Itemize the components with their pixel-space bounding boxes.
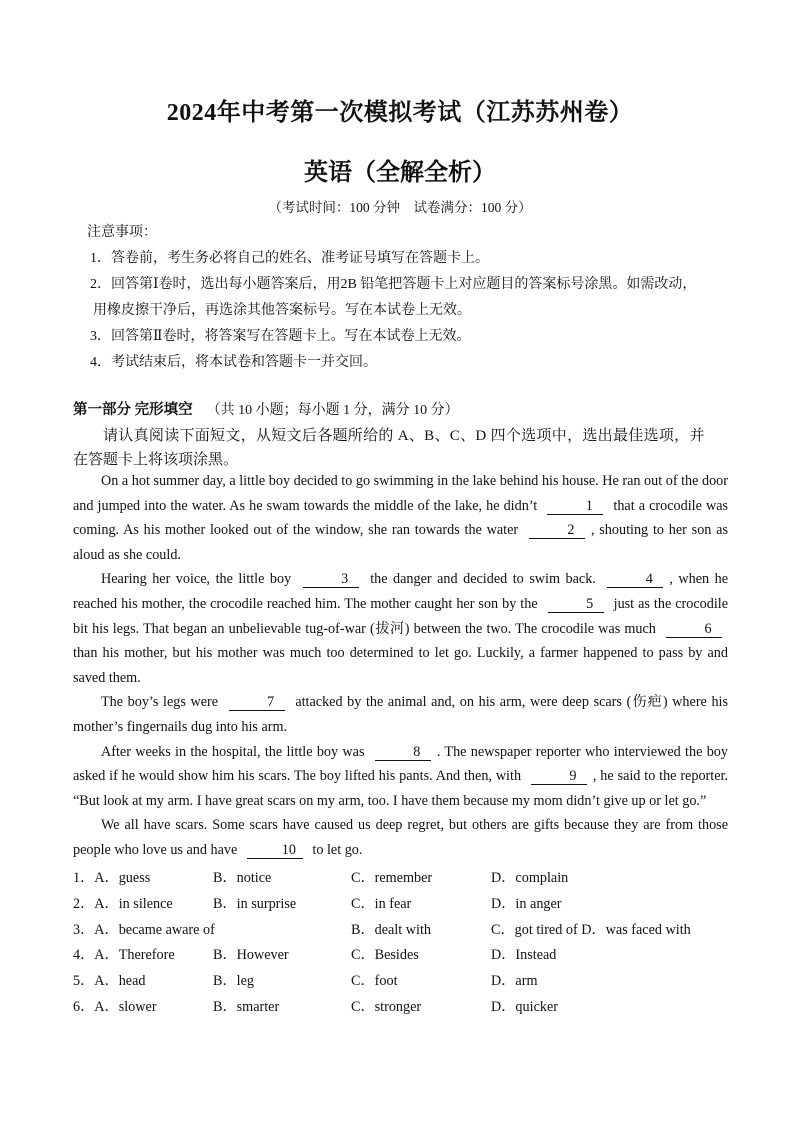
blank-6: 6: [666, 621, 722, 638]
passage-text: , he said to the reporter. “But look at my arm. I have great scars on my arm, too. I have them because my mom didn’t give up or let go.”: [73, 768, 728, 809]
page-title: 2024年中考第一次模拟考试（江苏苏州卷）: [166, 100, 634, 126]
blank-4: 4: [607, 571, 663, 588]
notice-item: 1．答卷前，考生务必将自己的姓名、准考证号填写在答题卡上。: [90, 251, 489, 266]
paragraph: [73, 740, 728, 814]
section-info: （共 10 小题；每小题 1 分，满分 10 分）: [206, 403, 459, 418]
option-row: [73, 993, 733, 1019]
passage-text: We all have scars. Some scars have caused us deep regret, but others are gifts because they are from those people who love us and have: [73, 817, 728, 858]
option-row: [73, 967, 733, 993]
passage-text: On a hot summer day, a little boy decided to go swimming in the lake behind his house. He ran out of the door and jumped into the water. As he swam towards the middle of the lake, he didn’t: [73, 473, 728, 514]
option-row: [73, 941, 733, 967]
passage-text: attacked by the animal and, on his arm, were deep scars (伤疤) where his mother’s fingernails dug into his arm.: [73, 694, 729, 735]
option-b: B．notice: [213, 870, 272, 886]
paragraph: [73, 813, 728, 862]
subject-title: 英语（全解全析）: [304, 160, 496, 186]
passage-text: to let go.: [312, 841, 363, 858]
notice-item: 2．回答第Ⅰ卷时，选出每小题答案后，用2B 铅笔把答题卡上对应题目的答案标号涂黑。如需改动，: [90, 277, 697, 292]
paragraph: [73, 567, 728, 690]
blank-7: 7: [229, 694, 285, 711]
passage-text: , shouting to her son as aloud as she could.: [73, 522, 728, 563]
option-d: C．got tired of D．was faced with: [491, 921, 691, 938]
option-b: B．However: [213, 947, 289, 964]
option-d: D．in anger: [491, 895, 562, 912]
notice-item: 用橡皮擦干净后，再选涂其他答案标号。写在本试卷上无效。: [93, 303, 471, 318]
option-a: 2．A．in silence: [73, 895, 173, 912]
option-a: 3．A．became aware of: [73, 921, 215, 938]
blank-10: 10: [247, 842, 303, 859]
paragraph: [73, 469, 728, 567]
blank-9: 9: [531, 768, 587, 785]
blank-1: 1: [547, 498, 603, 515]
passage-text: the danger and decided to swim back.: [370, 571, 596, 588]
instruction-line: 在答题卡上将该项涂黑。: [73, 452, 239, 468]
option-c: C．stronger: [351, 998, 422, 1015]
option-row: [73, 916, 733, 942]
option-a: 4．A．Therefore: [73, 947, 175, 964]
blank-3: 3: [303, 571, 359, 588]
option-c: B．dealt with: [351, 921, 431, 938]
passage-text: After weeks in the hospital, the little boy was: [101, 743, 365, 760]
notice-block: [87, 220, 740, 376]
option-a: 5．A．head: [73, 973, 146, 990]
instruction-line: 请认真阅读下面短文，从短文后各题所给的 A、B、C、D 四个选项中，选出最佳选项，并: [103, 428, 705, 444]
passage-text: just as the crocodile bit his legs. That began an unbelievable tug-of-war (拔河) between the two. The crocodile was much: [73, 595, 729, 637]
option-d: D．quicker: [491, 998, 558, 1015]
passage-text: Hearing her voice, the little boy: [101, 571, 292, 588]
option-b: B．leg: [213, 973, 254, 990]
cloze-passage: [73, 469, 728, 863]
option-row: [73, 864, 733, 890]
section-instruction: [73, 424, 733, 472]
blank-5: 5: [548, 596, 604, 613]
option-d: D．arm: [491, 973, 538, 990]
option-d: D．complain: [491, 870, 569, 886]
section-heading: [73, 398, 459, 419]
section-title: 第一部分 完形填空: [73, 402, 193, 418]
blank-8: 8: [375, 744, 431, 761]
notice-item: 3．回答第Ⅱ卷时，将答案写在答题卡上。写在本试卷上无效。: [90, 329, 471, 344]
passage-text: The boy’s legs were: [101, 694, 219, 711]
answer-options: [73, 864, 733, 1019]
option-c: C．remember: [351, 870, 433, 886]
notice-item: 4．考试结束后，将本试卷和答题卡一并交回。: [90, 355, 377, 370]
option-c: C．foot: [351, 973, 398, 990]
exam-info: （考试时间：100 分钟 试卷满分：100 分）: [268, 200, 532, 215]
blank-2: 2: [529, 522, 585, 539]
option-a: 1．A．guess: [73, 870, 151, 886]
option-b: B．in surprise: [213, 895, 297, 912]
option-c: C．Besides: [351, 947, 419, 964]
passage-text: than his mother, but his mother was much too determined to let go. Luckily, a farmer happened to pass by and saved them.: [73, 645, 728, 686]
passage-text: that a crocodile was coming. As his mother looked out of the window, she ran towards the water: [73, 497, 729, 539]
option-a: 6．A．slower: [73, 998, 157, 1015]
paragraph: [73, 690, 728, 739]
option-c: C．in fear: [351, 895, 412, 912]
passage-text: , when he reached his mother, the crocodile reached him. The mother caught her son by the: [73, 571, 729, 612]
notice-heading: 注意事项：: [87, 225, 157, 240]
option-b: B．smarter: [213, 998, 280, 1015]
option-d: D．Instead: [491, 947, 557, 964]
passage-text: . The newspaper reporter who interviewed the boy asked if he would show him his scars. The boy lifted his pants. And then, with: [73, 743, 728, 785]
option-row: [73, 890, 733, 916]
